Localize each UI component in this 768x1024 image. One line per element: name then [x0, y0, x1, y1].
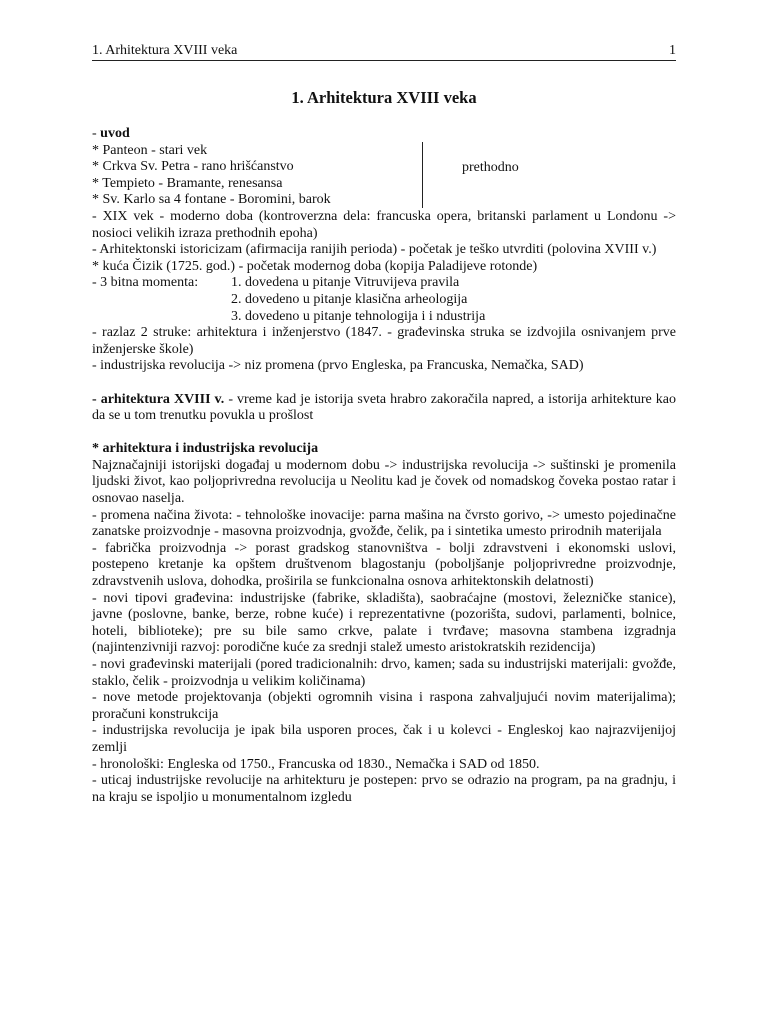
moment-item: 2. dovedeno u pitanje klasična arheologija [231, 291, 468, 307]
xviii-lead: - arhitektura XVIII v. [92, 391, 225, 407]
moment-item: 3. dovedeno u pitanje tehnologija i i ndustrija [231, 308, 486, 324]
xviii-paragraph [92, 392, 676, 425]
bracket-line [422, 142, 423, 208]
moments-label: - 3 bitna momenta: [92, 275, 199, 291]
paragraph: * kuća Čizik (1725. god.) - početak modernog doba (kopija Paladijeve rotonde) [92, 258, 538, 274]
section-heading: * arhitektura i industrijska revolucija [92, 441, 319, 457]
intro-heading-text: uvod [100, 126, 130, 141]
intro-heading [92, 126, 676, 143]
intro-block [92, 126, 676, 209]
paragraph: - novi građevinski materijali (pored tradicionalnih: drvo, kamen; sada su industrijski materijali: gvožđe, staklo, čelik - proizvodnja u velikim količinama) [92, 657, 676, 689]
header-title: 1. Arhitektura XVIII veka [92, 43, 238, 58]
paragraph: - uticaj industrijske revolucije na arhitekturu je postepen: prvo se odrazio na program, pa na gradnju, i na kraju se ispoljio u monumentalnom izgledu [92, 773, 676, 805]
paragraph: - promena načina života: - tehnološke inovacije: parna mašina na čvrsto gorivo, -> umesto pojedinačne zanatske proizvodnje - masovna proizvodnja, gvožđe, čelik, pa i sintetika umesto prirodnih materijala [92, 507, 676, 540]
paragraph: - Arhitektonski istoricizam (afirmacija ranijih perioda) - početak je teško utvrditi (polovina XVIII v.) [92, 242, 657, 258]
page-number: 1 [669, 43, 676, 58]
paragraph: - novi tipovi građevina: industrijske (fabrike, skladišta), saobraćajne (mostovi, železničke stanice), javne (poslovne, banke, berze, robne kuće) i reprezentativne (pozorišta, sudovi, parlamenti, bolnice, hoteli, biblioteke); pre su bile samo crkve, palate i tvrđave; masovna stambena izgradnja (najintenzivniji razvoj: porodične kuće za srednji stalež umesto aristokratskih rezidencija) [92, 590, 676, 656]
paragraph: - industrijska revolucija je ipak bila usporen proces, čak i u kolevci - Engleskoj kao najrazvijenijoj zemlji [92, 723, 676, 755]
intro-side-label: prethodno [462, 160, 519, 175]
intro-item: * Sv. Karlo sa 4 fontane - Boromini, barok [92, 192, 331, 208]
running-header [92, 43, 676, 61]
paragraph: - industrijska revolucija -> niz promena (prvo Engleska, pa Francuska, Nemačka, SAD) [92, 358, 584, 374]
intro-heading-dash: - [92, 126, 101, 141]
moment-item: 1. dovedena u pitanje Vitruvijeva pravila [231, 275, 460, 291]
document-title: 1. Arhitektura XVIII veka [291, 88, 477, 107]
xviii-text: - vreme kad je istorija sveta hrabro zakoračila napred, a istorija arhitekture kao da se u tom trenutku povukla u prošlost [92, 391, 676, 424]
paragraph: - fabrička proizvodnja -> porast gradskog stanovništva - bolji zdravstveni i ekonomski uslovi, postepeno kretanje ka opštem društvenom blagostanju (poboljšanje poljoprivredne proizvodnje, zdravstvenih uslova, dohodka, proširila se funkcionalna osnova arhitektonskih delatnosti) [92, 540, 676, 590]
intro-item: * Crkva Sv. Petra - rano hrišćanstvo [92, 159, 294, 175]
paragraph: - hronološki: Engleska od 1750., Francuska od 1830., Nemačka i SAD od 1850. [92, 756, 540, 772]
paragraph: - nove metode projektovanja (objekti ogromnih visina i raspona zahvaljujući novim materijalima); proračuni konstrukcija [92, 690, 676, 722]
moments-list [92, 275, 676, 325]
intro-item: * Tempieto - Bramante, renesansa [92, 175, 283, 191]
paragraph: - XIX vek - moderno doba (kontroverzna dela: francuska opera, britanski parlament u Londonu -> nosioci velikih izraza prethodnih epoha) [92, 208, 676, 241]
paragraph: Najznačajniji istorijski događaj u modernom dobu -> industrijska revolucija -> suštinski je promenila ljudski život, kao poljoprivredna revolucija u Neolitu kad je čovek od nomadskog čoveka postao ratar i osnovao naselja. [92, 457, 676, 507]
intro-item: * Panteon - stari vek [92, 142, 208, 158]
body-text [92, 126, 676, 806]
paragraph: - razlaz 2 struke: arhitektura i inženjerstvo (1847. - građevinska struka se izdvojila osnivanjem prve inženjerske škole) [92, 325, 676, 357]
